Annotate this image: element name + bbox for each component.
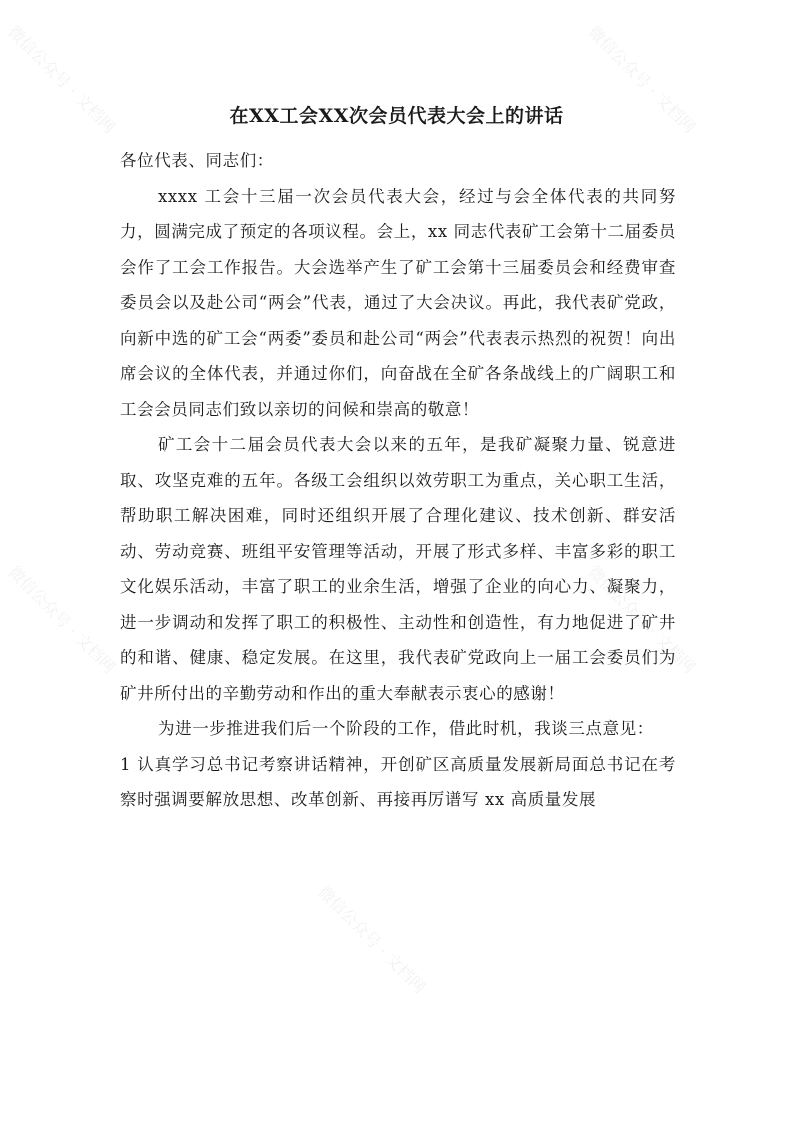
salutation: 各位代表、同志们： <box>120 151 274 170</box>
watermark: 微信公众号 · 文档网 <box>4 562 120 677</box>
watermark: 微信公众号 · 文档网 <box>584 562 700 677</box>
paragraph: 1 认真学习总书记考察讲话精神，开创矿区高质量发展新局面总书记在考察时强调要解放思想、改革创新、再接再厉谱写 xx 高质量发展 <box>120 754 676 809</box>
watermark: 微信公众号 · 文档网 <box>4 22 120 137</box>
document-body <box>120 143 676 818</box>
paragraph: 矿工会十二届会员代表大会以来的五年，是我矿凝聚力量、锐意进取、攻坚克难的五年。各级工会组织以效劳职工为重点，关心职工生活，帮助职工解决困难，同时还组织开展了合理化建议、技术创新、群安活动、劳动竞赛、班组平安管理等活动，开展了形式多样、丰富多彩的职工文化娱乐活动，丰富了职工的业余生活，增强了企业的向心力、凝聚力，进一步调动和发挥了职工的积极性、主动性和创造性，有力地促进了矿井的和谐、健康、稳定发展。在这里，我代表矿党政向上一届工会委员们为矿井所付出的辛勤劳动和作出的重大奉献表示衷心的感谢！ <box>120 435 676 703</box>
paragraph: xxxx 工会十三届一次会员代表大会，经过与会全体代表的共同努力，圆满完成了预定的各项议程。会上，xx 同志代表矿工会第十二届委员会作了工会工作报告。大会选举产生了矿工会第十三届委员会和经费审查委员会以及赴公司“两会”代表，通过了大会决议。再此，我代表矿党政，向新中选的矿工会“两委”委员和赴公司“两会”代表表示热烈的祝贺！向出席会议的全体代表，并通过你们，向奋战在全矿各条战线上的广阔职工和工会会员同志们致以亲切的问候和崇高的敬意！ <box>120 186 676 419</box>
watermark: 微信公众号 · 文档网 <box>314 882 430 997</box>
document-title: 在XX工会XX次会员代表大会上的讲话 <box>229 105 564 127</box>
paragraph: 为进一步推进我们后一个阶段的工作，借此时机，我谈三点意见： <box>158 719 654 738</box>
watermark: 微信公众号 · 文档网 <box>584 22 700 137</box>
